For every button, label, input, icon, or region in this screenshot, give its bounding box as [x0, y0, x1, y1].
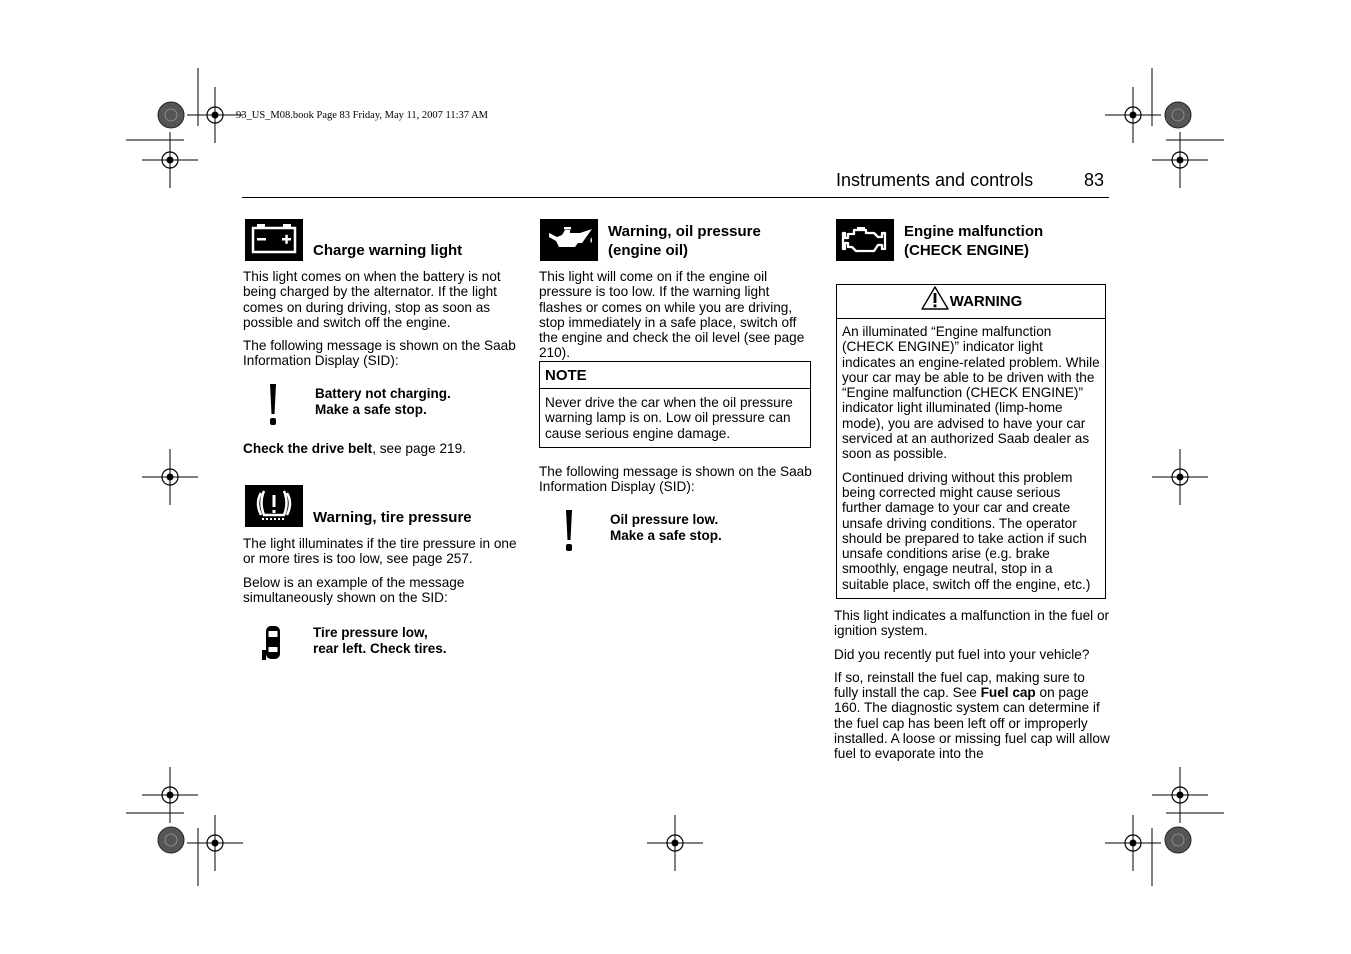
- car-top-view-icon: [262, 625, 284, 661]
- tire-sid-message: [313, 625, 447, 656]
- tire-pressure-text: [243, 536, 518, 613]
- engine-malfunction-text: [834, 608, 1110, 770]
- tire-pressure-icon: [245, 485, 303, 527]
- tire-pressure-title: Warning, tire pressure: [313, 509, 472, 526]
- note-box: [539, 361, 811, 448]
- oil-pressure-title: [608, 222, 761, 260]
- engine-title-line-2: (CHECK ENGINE): [904, 242, 1030, 259]
- header-rule: [242, 197, 1109, 198]
- battery-icon: [245, 219, 303, 261]
- warning-paragraph-1: An illuminated “Engine malfunction (CHECK ENGINE)” indicator light indicates an engine-related problem. While your car may be able to be driven with the “Engine malfunction (CHECK ENGINE)” indicator light illuminated (limp-home mode), you are advised to have your car serviced at an authorized Saab dealer as soon as possible.: [842, 324, 1100, 462]
- print-slug: 93_US_M08.book Page 83 Friday, May 11, 2007 11:37 AM: [236, 110, 488, 121]
- charge-warning-text: [243, 269, 518, 377]
- tire-paragraph-1: The light illuminates if the tire pressure in one or more tires is too low, see page 257.: [243, 536, 517, 567]
- charge-warning-title: Charge warning light: [313, 242, 463, 259]
- oil-message-line-2: Make a safe stop.: [610, 527, 722, 543]
- battery-message-line-2: Make a safe stop.: [315, 401, 427, 417]
- battery-sid-message: [315, 386, 451, 417]
- drive-belt-bold: Check the drive belt: [243, 441, 373, 456]
- warning-box: [836, 284, 1106, 599]
- oil-title-line-1: Warning, oil pressure: [608, 223, 761, 240]
- note-body: Never drive the car when the oil pressure warning lamp is on. Low oil pressure can cause serious engine damage.: [545, 395, 793, 441]
- exclamation-icon: [565, 510, 573, 552]
- tire-paragraph-2: Below is an example of the message simultaneously shown on the SID:: [243, 574, 465, 605]
- oil-message-line-1: Oil pressure low.: [610, 512, 719, 527]
- tire-message-line-2: rear left. Check tires.: [313, 640, 447, 656]
- warning-triangle-icon: [920, 285, 950, 311]
- battery-message-line-1: Battery not charging.: [315, 386, 451, 401]
- drive-belt-note: [243, 441, 518, 456]
- charge-paragraph-1: This light comes on when the battery is not being charged by the alternator. If the light comes on during driving, stop as soon as possible and switch off the engine.: [243, 269, 501, 330]
- drive-belt-rest: , see page 219.: [372, 441, 466, 456]
- oil-pressure-text: This light will come on if the engine oil pressure is too low. If the warning light flashes or comes on while you are driving, stop immediately in a safe place, switch off the engine and check the oil level (see page 210).: [539, 269, 805, 361]
- warning-body: [837, 319, 1105, 598]
- running-header: Instruments and controls: [836, 170, 1034, 190]
- note-title: NOTE: [540, 362, 810, 389]
- warning-title: WARNING: [949, 293, 1023, 310]
- fuel-cap-text-b: on page 160. The diagnostic system can determine if the fuel cap has been left off or improperly installed. A loose or missing fuel cap will allow fuel to evaporate into the: [834, 685, 1110, 762]
- charge-paragraph-2: The following message is shown on the Saab Information Display (SID):: [243, 338, 516, 369]
- oil-can-icon: [540, 219, 598, 261]
- oil-title-line-2: (engine oil): [608, 242, 688, 259]
- engine-paragraph-3: [834, 670, 1110, 762]
- oil-sid-intro: The following message is shown on the Saab Information Display (SID):: [539, 464, 812, 495]
- engine-paragraph-1: This light indicates a malfunction in the fuel or ignition system.: [834, 608, 1110, 639]
- fuel-cap-text-a: If so, reinstall the fuel cap, making sure to fully install the cap. See: [834, 669, 1085, 701]
- tire-message-line-1: Tire pressure low,: [313, 625, 428, 640]
- page-number: 83: [1084, 170, 1105, 190]
- oil-sid-message: [610, 512, 722, 543]
- engine-malfunction-title: [904, 222, 1043, 260]
- warning-header: [837, 285, 1105, 319]
- exclamation-icon: [269, 384, 277, 426]
- engine-title-line-1: Engine malfunction: [904, 223, 1044, 240]
- warning-paragraph-2: Continued driving without this problem being corrected might cause serious further damage to your car and create unsafe driving conditions. The operator should be prepared to take action if such unsafe conditions arise (e.g. brake smoothly, engage neutral, stop in a suitable place, switch off the engine, etc.): [842, 469, 1091, 592]
- check-engine-icon: [836, 219, 894, 261]
- engine-paragraph-2: Did you recently put fuel into your vehicle?: [834, 646, 1090, 662]
- fuel-cap-link: Fuel cap: [980, 685, 1036, 701]
